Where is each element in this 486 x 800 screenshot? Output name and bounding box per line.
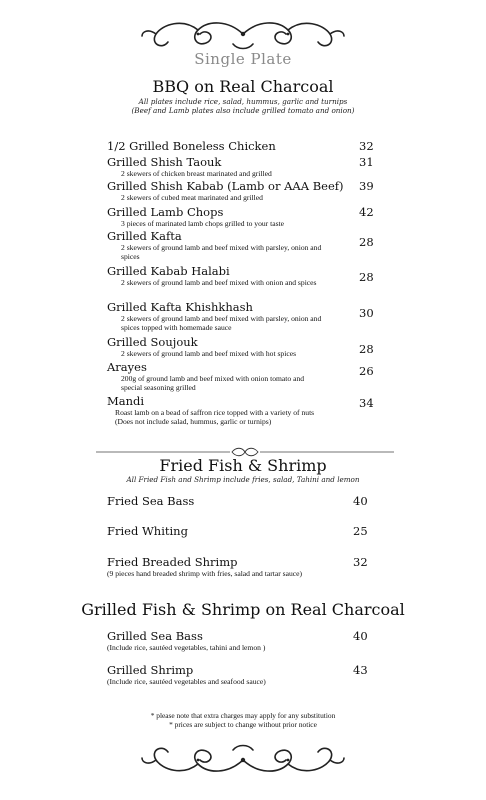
footer-note-prices: * prices are subject to change without prior notice [169,720,317,729]
item-name: 1/2 Grilled Boneless Chicken [107,139,276,153]
item-desc: 2 skewers of ground lamb and beef mixed with parsley, onion and spices [121,243,322,261]
item-name: Fried Whiting [107,524,188,538]
item-desc: Roast lamb on a bead of saffron rice topped with a variety of nuts (Does not include salad, hummus, garlic or turnips) [115,408,315,426]
scroll-flourish-icon [138,738,348,780]
menu-item [107,361,325,392]
footer-note-substitution: * please note that extra charges may apply for any substitution [150,711,336,720]
menu-item [107,336,377,358]
item-name: Grilled Kafta [107,229,182,243]
item-name: Grilled Soujouk [107,335,198,349]
bbq-note-line2: (Beef and Lamb plates also include grilled tomato and onion) [131,106,355,115]
item-price: 43 [353,663,368,677]
menu-subtitle: Single Plate [194,50,292,68]
menu-item [107,230,339,261]
item-desc: 2 skewers of ground lamb and beef mixed with parsley, onion and spices topped with homemade sauce [121,314,322,332]
item-price: 34 [359,396,374,410]
section-note-fried: All Fried Fish and Shrimp include fries, salad, Tahini and lemon [126,475,360,484]
menu-item [107,556,347,578]
item-desc: (9 pieces hand breaded shrimp with fries, salad and tartar sauce) [107,569,303,578]
item-price: 39 [359,179,374,193]
item-name: Grilled Sea Bass [107,629,203,643]
section-title-grilled: Grilled Fish & Shrimp on Real Charcoal [81,600,405,619]
menu-item [107,630,347,652]
item-price: 26 [359,364,374,378]
menu-item [107,495,377,508]
item-name: Grilled Kafta Khishkhash [107,300,253,314]
menu-item [107,156,377,178]
item-desc: 2 skewers of chicken breast marinated and grilled [121,169,272,178]
menu-item [107,301,339,332]
bottom-ornament [0,738,486,780]
menu-item [107,180,377,202]
item-name: Grilled Kabab Halabi [107,264,230,278]
menu-item [107,140,377,153]
item-price: 31 [359,155,374,169]
item-desc: 2 skewers of ground lamb and beef mixed with hot spices [121,349,297,358]
item-name: Arayes [107,360,147,374]
item-desc: (Include rice, sautéed vegetables, tahini and lemon ) [107,643,266,652]
item-name: Fried Sea Bass [107,494,195,508]
menu-item [107,395,317,426]
item-price: 30 [359,306,374,320]
item-price: 42 [359,205,374,219]
item-price: 32 [353,555,368,569]
section-title-bbq: BBQ on Real Charcoal [152,77,334,96]
item-price: 28 [359,270,374,284]
menu-item [107,525,377,538]
item-name: Grilled Lamb Chops [107,205,224,219]
item-desc: 3 pieces of marinated lamb chops grilled to your taste [121,219,285,228]
item-price: 40 [353,629,368,643]
item-price: 28 [359,235,374,249]
item-name: Grilled Shish Taouk [107,155,222,169]
footer-notes [0,711,486,729]
menu-item [107,265,339,287]
item-desc: 200g of ground lamb and beef mixed with onion tomato and special seasoning grilled [121,374,305,392]
item-desc: 2 skewers of ground lamb and beef mixed with onion and spices [121,278,317,287]
menu-item [107,206,377,228]
item-name: Fried Breaded Shrimp [107,555,238,569]
item-name: Grilled Shish Kabab (Lamb or AAA Beef) [107,179,344,193]
item-price: 28 [359,342,374,356]
item-name: Mandi [107,394,145,408]
item-name: Grilled Shrimp [107,663,194,677]
item-desc: (Include rice, sautéed vegetables and seafood sauce) [107,677,266,686]
menu-item [107,664,347,686]
item-price: 25 [353,524,368,538]
item-price: 32 [359,139,374,153]
section-title-fried: Fried Fish & Shrimp [159,456,327,475]
bbq-note-line1: All plates include rice, salad, hummus, garlic and turnips [138,97,348,106]
section-note-bbq [0,97,486,115]
item-desc: 2 skewers of cubed meat marinated and grilled [121,193,263,202]
item-price: 40 [353,494,368,508]
